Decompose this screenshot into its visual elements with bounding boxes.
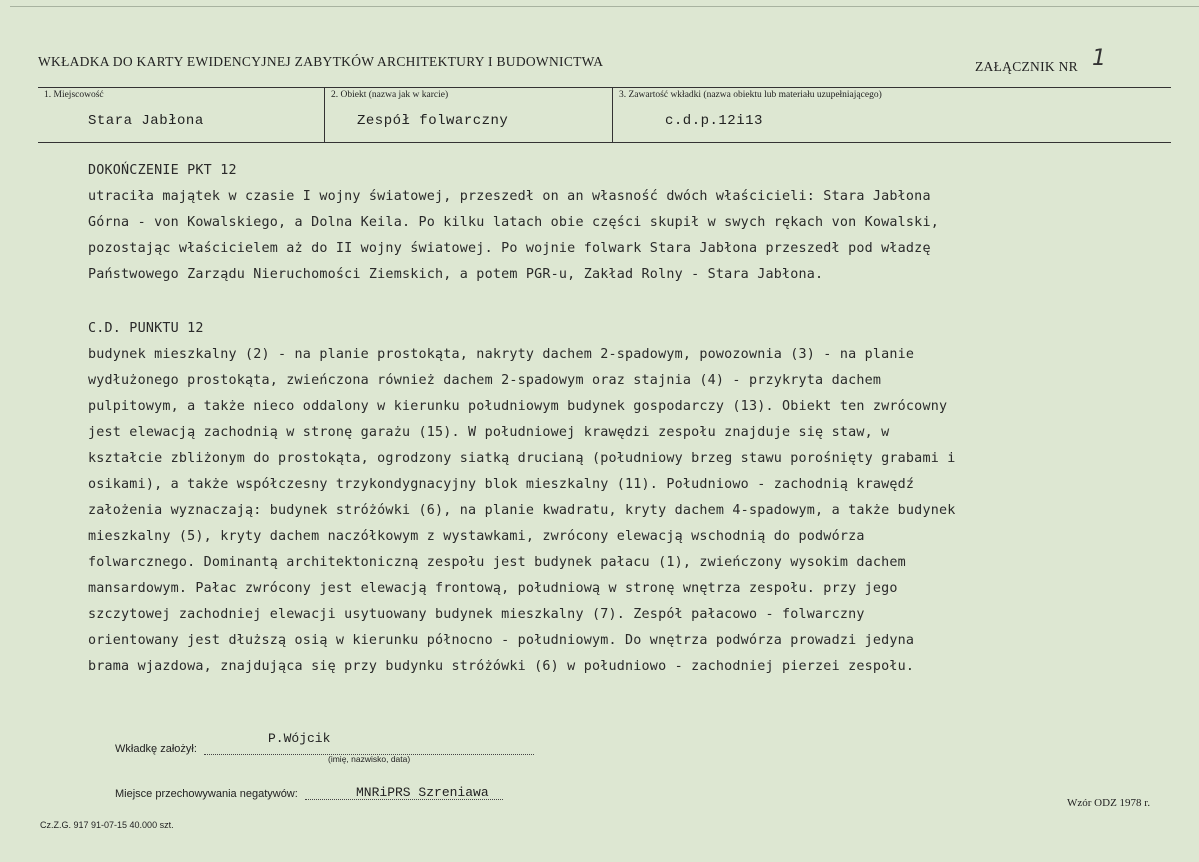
print-info: Cz.Z.G. 917 91-07-15 40.000 szt. [40, 820, 174, 830]
text-line: brama wjazdowa, znajdująca się przy budynku stróżówki (6) w południowo - zachodniej pierzei zespołu. [88, 659, 915, 674]
field-object [325, 88, 613, 143]
text-line: budynek mieszkalny (2) - na planie prostokąta, nakryty dachem 2-spadowym, powozownia (3) - na planie [88, 347, 915, 362]
text-line: szczytowej zachodniej elewacji usytuowany budynek mieszkalny (7). Zespół pałacowo - folwarczny [88, 607, 865, 622]
text-line: kształcie zbliżonym do prostokąta, ogrodzony siatką drucianą (południowy brzeg stawu porośnięty grabami i [88, 451, 956, 466]
text-line: mansardowym. Pałac zwrócony jest elewacją frontową, południową w stronę wnętrza zespołu. przy jego [88, 581, 898, 596]
field-label: 3. Zawartość wkładki (nazwa obiektu lub materiału uzupełniającego) [619, 90, 882, 100]
form-title: WKŁADKA DO KARTY EWIDENCYJNEJ ZABYTKÓW ARCHITEKTURY I BUDOWNICTWA [38, 54, 604, 69]
body-text [88, 158, 1123, 680]
text-line: folwarcznego. Dominantą architektoniczną zespołu jest budynek pałacu (1), zwieńczony wysokim dachem [88, 555, 906, 570]
signature-label: Wkładkę założył: [115, 743, 197, 755]
text-line: wydłużonego prostokąta, zwieńczona również dachem 2-spadowym oraz stajnia (4) - przykryta dachem [88, 373, 882, 388]
text-line: jest elewacją zachodnią w stronę garażu (15). W południowej krawędzi zespołu znajduje się staw, w [88, 425, 890, 440]
section-heading: DOKOŃCZENIE PKT 12 [88, 163, 237, 178]
section-heading: C.D. PUNKTU 12 [88, 321, 204, 336]
field-value: c.d.p.12i13 [665, 113, 763, 129]
text-line: pulpitowym, a także nieco oddalony w kierunku południowym budynek gospodarczy (13). Obiekt ten zwrócowny [88, 399, 948, 414]
signature-caption: (imię, nazwisko, data) [328, 754, 411, 764]
attachment-text: ZAŁĄCZNIK NR [975, 59, 1078, 74]
signature-value: P.Wójcik [268, 731, 331, 746]
field-value: Stara Jabłona [88, 113, 204, 129]
text-line: osikami), a także współczesny trzykondygnacyjny blok mieszkalny (11). Południowo - zachodnią krawędź [88, 477, 915, 492]
storage-value: MNRiPRS Szreniawa [356, 785, 489, 800]
field-label: 2. Obiekt (nazwa jak w karcie) [331, 90, 449, 100]
text-line: mieszkalny (5), kryty dachem naczółkowym z wystawkami, zwrócony elewacją wschodnią do podwórza [88, 529, 865, 544]
field-value: Zespół folwarczny [357, 113, 509, 129]
field-contents [613, 88, 1172, 143]
attachment-number: 1 [1091, 46, 1107, 71]
text-line: założenia wyznaczają: budynek stróżówki (6), na planie kwadratu, kryty dachem 4-spadowym, a także budynek [88, 503, 956, 518]
text-line: pozostając właścicielem aż do II wojny światowej. Po wojnie folwark Stara Jabłona przeszedł pod władzę [88, 241, 931, 256]
top-border [10, 6, 1199, 7]
field-locality [38, 88, 325, 143]
attachment-label [975, 46, 1107, 77]
form-model: Wzór ODZ 1978 r. [1067, 797, 1151, 809]
text-line: Państwowego Zarządu Nieruchomości Ziemskich, a potem PGR-u, Zakład Rolny - Stara Jabłona. [88, 267, 824, 282]
text-line: Górna - von Kowalskiego, a Dolna Keila. Po kilku latach obie części skupił w swych rękach von Kowalski, [88, 215, 939, 230]
text-line: utraciła majątek w czasie I wojny światowej, przeszedł on an własność dwóch właścicieli: Stara Jabłona [88, 189, 931, 204]
text-line: orientowany jest dłuższą osią w kierunku północno - południowym. Do wnętrza podwórza prowadzi jedyna [88, 633, 915, 648]
header-fields-table [38, 87, 1171, 143]
storage-label: Miejsce przechowywania negatywów: [115, 788, 298, 800]
field-label: 1. Miejscowość [44, 90, 104, 100]
